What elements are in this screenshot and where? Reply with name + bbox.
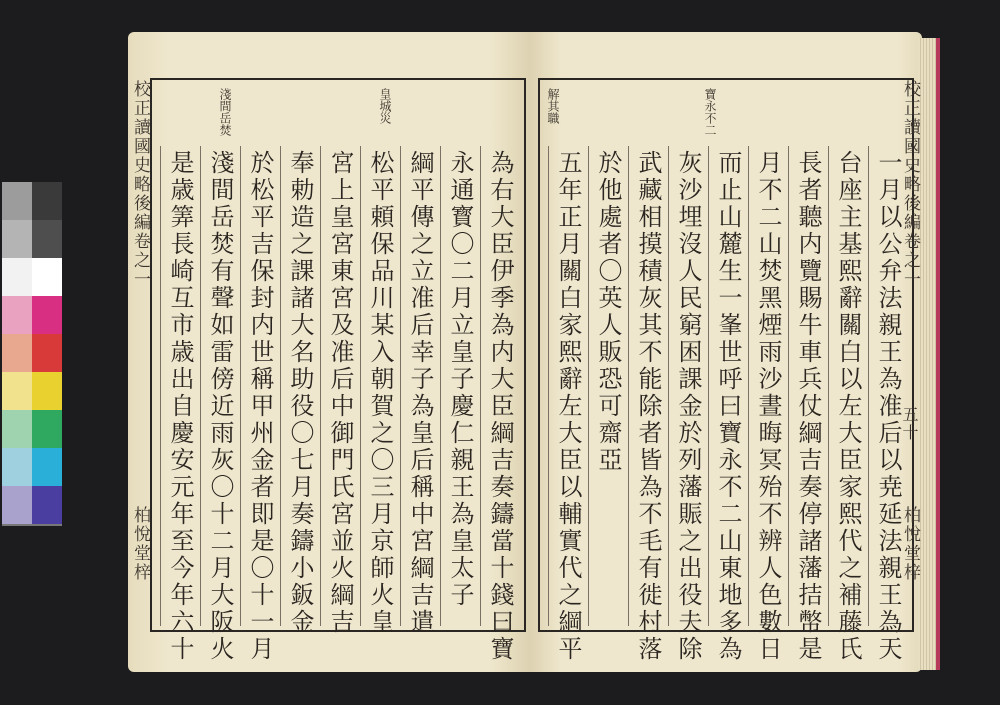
column-rule bbox=[280, 146, 281, 626]
column-rule bbox=[668, 146, 669, 626]
column-rule bbox=[708, 146, 709, 626]
column-rule bbox=[548, 146, 549, 626]
color-patch bbox=[2, 410, 32, 448]
text-column: 月不二山焚黑煙雨沙晝晦冥殆不辨人色數日 bbox=[754, 150, 782, 663]
text-column: 而止山麓生一峯世呼曰寶永不二山東地多為 bbox=[714, 150, 742, 663]
left-margin-title: 校正讀國史略後編卷之一 bbox=[130, 80, 150, 289]
color-patch bbox=[2, 220, 32, 258]
text-column: 淺間岳焚有聲如雷傍近雨灰〇十二月大阪火 bbox=[206, 150, 234, 663]
headnote: 淺間岳焚 bbox=[218, 88, 232, 136]
column-rule bbox=[588, 146, 589, 626]
headnote: 皇城災 bbox=[378, 88, 392, 124]
page-number: 五十 bbox=[900, 406, 919, 442]
column-rule bbox=[400, 146, 401, 626]
text-column: 台座主基熙辭關白以左大臣家熙代之補藤氏 bbox=[834, 150, 862, 663]
left-margin-bottom: 柏悅堂梓 bbox=[130, 506, 150, 582]
color-patch bbox=[2, 448, 32, 486]
color-patch bbox=[32, 410, 62, 448]
open-book bbox=[128, 26, 948, 676]
text-column: 奉勅造之課諸大名助役〇七月奏鑄小鈑金 bbox=[286, 150, 314, 636]
column-rule bbox=[480, 146, 481, 626]
color-patch bbox=[2, 486, 32, 524]
color-patch bbox=[2, 372, 32, 410]
right-margin-bottom: 柏悅堂梓 bbox=[900, 506, 920, 582]
color-patch bbox=[32, 486, 62, 524]
color-patch bbox=[2, 182, 32, 220]
column-rule bbox=[360, 146, 361, 626]
color-patch bbox=[32, 220, 62, 258]
color-calibration-chart bbox=[2, 182, 62, 526]
color-patch bbox=[32, 372, 62, 410]
color-patch bbox=[2, 296, 32, 334]
column-rule bbox=[440, 146, 441, 626]
column-rule bbox=[748, 146, 749, 626]
right-margin-title: 校正讀國史略後編卷之一 bbox=[900, 80, 920, 289]
column-rule bbox=[868, 146, 869, 626]
text-column: 永通寳〇二月立皇子慶仁親王為皇太子 bbox=[446, 150, 474, 609]
text-column: 一月以公弁法親王為准后以尭延法親王為天 bbox=[874, 150, 902, 663]
color-patch bbox=[32, 448, 62, 486]
column-rule bbox=[240, 146, 241, 626]
text-column: 於松平吉保封内世稱甲州金者即是〇十一月 bbox=[246, 150, 274, 663]
text-column: 武藏相摸積灰其不能除者皆為不毛有徙村落 bbox=[634, 150, 662, 663]
color-patch bbox=[32, 296, 62, 334]
text-column: 松平頼保品川某入朝賀之〇三月京師火皇 bbox=[366, 150, 394, 636]
text-column: 長者聽内覽賜牛車兵仗綱吉奏停諸藩拮幣是 bbox=[794, 150, 822, 663]
column-rule bbox=[320, 146, 321, 626]
text-column: 為右大臣伊季為内大臣綱吉奏鑄當十錢曰寶 bbox=[486, 150, 514, 663]
color-patch bbox=[32, 258, 62, 296]
color-patch bbox=[2, 258, 32, 296]
column-rule bbox=[788, 146, 789, 626]
color-patch bbox=[2, 334, 32, 372]
text-column: 灰沙埋沒人民窮困課金於列藩賑之出役夫除 bbox=[674, 150, 702, 663]
text-column: 五年正月關白家熙辭左大臣以輔實代之綱平 bbox=[554, 150, 582, 663]
color-patch bbox=[32, 334, 62, 372]
text-column: 是歳筭長崎互市歳出自慶安元年至今年六十 bbox=[166, 150, 194, 663]
text-column: 宮上皇宮東宮及准后中御門氏宮並火綱吉 bbox=[326, 150, 354, 636]
column-rule bbox=[828, 146, 829, 626]
headnote: 解其職 bbox=[546, 88, 560, 124]
column-rule bbox=[160, 146, 161, 626]
text-column: 於他處者〇英人販恐可齋亞 bbox=[594, 150, 622, 474]
text-column: 綱平傳之立准后幸子為皇后稱中宮綱吉遣 bbox=[406, 150, 434, 636]
column-rule bbox=[628, 146, 629, 626]
column-rule bbox=[200, 146, 201, 626]
headnote: 寶永不二 bbox=[703, 88, 717, 136]
color-patch bbox=[32, 182, 62, 220]
